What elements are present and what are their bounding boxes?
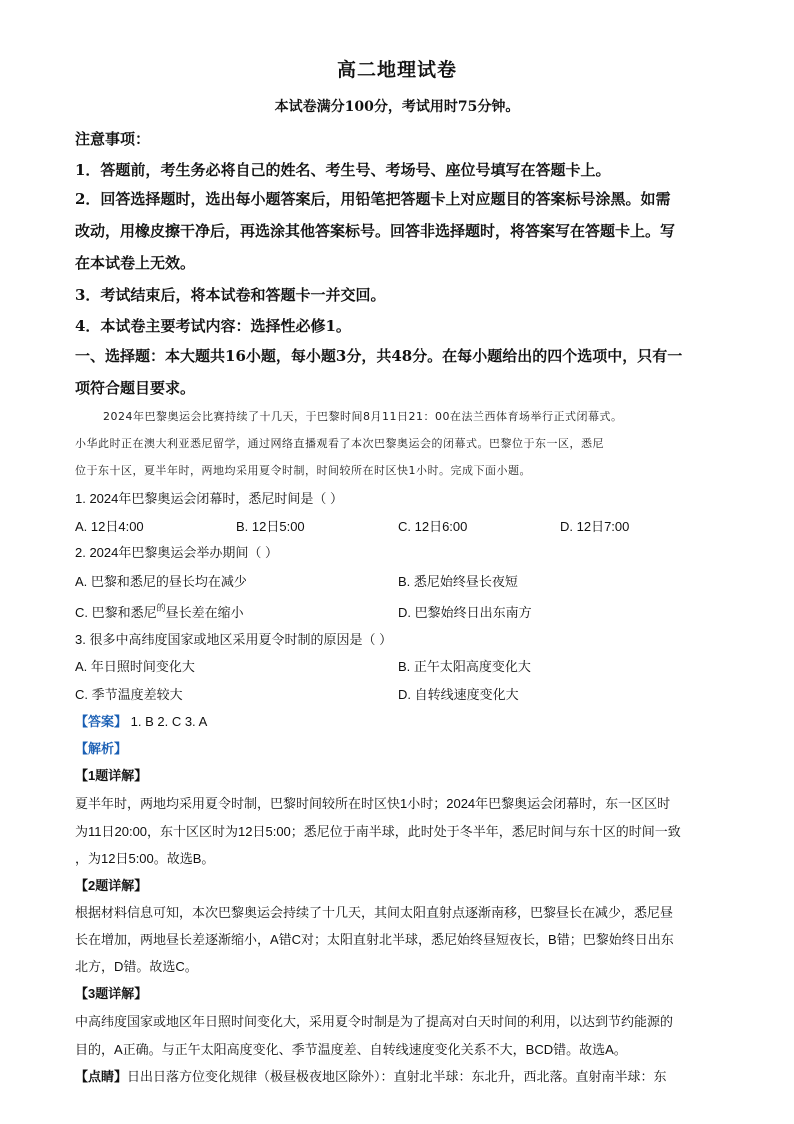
q3-detail-line-1: 中高纬度国家或地区年日照时间变化大，采用夏令时制是为了提高对白天时间的利用，以达到节约能源的	[75, 1014, 674, 1029]
notice-heading: 注意事项：	[75, 130, 151, 148]
notice-item-1: 1．答题前，考生务必将自己的姓名、考生号、考场号、座位号填写在答题卡上。	[75, 161, 611, 179]
analysis-tag: 【解析】	[75, 741, 128, 756]
notice-item-3: 3．考试结束后，将本试卷和答题卡一并交回。	[75, 286, 386, 304]
question-1-option-a: A. 12日4:00	[75, 519, 144, 534]
section-1-heading-line-1: 一、选择题：本大题共16小题，每小题3分，共48分。在每小题给出的四个选项中，只有一	[75, 347, 683, 365]
analysis-heading	[75, 738, 127, 757]
tip-text: 日出日落方位变化规律（极昼极夜地区除外）：直射北半球：东北升，西北落。直射南半球：东	[127, 1069, 667, 1084]
material-line-3: 位于东十区，夏半年时，两地均采用夏令时制，时间较所在时区快1小时。完成下面小题。	[75, 464, 531, 477]
question-2-option-b: B. 悉尼始终昼长夜短	[398, 574, 518, 589]
q3-detail-line-2: 目的，A正确。与正午太阳高度变化、季节温度差、自转线速度变化关系不大，BCD错。故选A。	[75, 1042, 627, 1057]
material-line-2: 小华此时正在澳大利亚悉尼留学，通过网络直播观看了本次巴黎奥运会的闭幕式。巴黎位于东一区，悉尼	[75, 437, 604, 450]
answer-text: 1. B 2. C 3. A	[130, 714, 208, 729]
q1-detail-line-2: 为11日20:00，东十区区时为12日5:00；悉尼位于南半球，此时处于冬半年，悉尼时间与东十区的时间一致	[75, 824, 681, 839]
question-2-option-d: D. 巴黎始终日出东南方	[398, 605, 532, 620]
q1-detail-tag: 【1题详解】	[75, 768, 148, 783]
question-2-option-c-head: C. 巴黎和悉尼	[75, 605, 157, 620]
question-2-option-c	[75, 602, 244, 621]
question-1-option-b: B. 12日5:00	[236, 519, 305, 534]
question-1-option-d: D. 12日7:00	[560, 519, 630, 534]
question-3-option-b: B. 正午太阳高度变化大	[398, 659, 531, 674]
answer-line	[75, 711, 207, 730]
page-subtitle: 本试卷满分100分，考试用时75分钟。	[274, 99, 520, 115]
q1-detail-line-1: 夏半年时，两地均采用夏令时制，巴黎时间较所在时区快1小时；2024年巴黎奥运会闭幕时，东一区区时	[75, 796, 671, 811]
question-3-option-a: A. 年日照时间变化大	[75, 659, 195, 674]
tip-tag: 【点睛】	[75, 1069, 128, 1084]
page-title: 高二地理试卷	[336, 59, 457, 81]
q3-detail-tag: 【3题详解】	[75, 986, 148, 1001]
question-2-option-a: A. 巴黎和悉尼的昼长均在减少	[75, 574, 247, 589]
answer-tag: 【答案】	[75, 714, 128, 729]
question-3-option-c: C. 季节温度差较大	[75, 687, 183, 702]
notice-item-2-line-1: 2．回答选择题时，选出每小题答案后，用铅笔把答题卡上对应题目的答案标号涂黑。如需	[75, 190, 671, 208]
tip-line	[75, 1066, 667, 1085]
notice-item-4: 4．本试卷主要考试内容：选择性必修1。	[75, 317, 351, 335]
notice-item-2-line-2: 改动，用橡皮擦干净后，再选涂其他答案标号。回答非选择题时，将答案写在答题卡上。写	[75, 222, 676, 240]
question-3-stem: 3. 很多中高纬度国家或地区采用夏令时制的原因是（ ）	[75, 632, 393, 647]
q2-detail-line-2: 长在增加，两地昼长差逐渐缩小，A错C对；太阳直射北半球，悉尼始终昼短夜长，B错；巴黎始终日出东	[75, 932, 674, 947]
q2-detail-tag: 【2题详解】	[75, 878, 148, 893]
question-1-option-c: C. 12日6:00	[398, 519, 468, 534]
material-line-1: 2024年巴黎奥运会比赛持续了十几天，于巴黎时间8月11日21：00在法兰西体育场举行正式闭幕式。	[103, 410, 623, 423]
q2-detail-line-3: 北方，D错。故选C。	[75, 959, 198, 974]
section-1-heading-line-2: 项符合题目要求。	[75, 379, 196, 397]
q2-detail-line-1: 根据材料信息可知，本次巴黎奥运会持续了十几天，其间太阳直射点逐渐南移，巴黎昼长在减少，悉尼昼	[75, 905, 674, 920]
notice-item-2-line-3: 在本试卷上无效。	[75, 254, 196, 272]
question-2-option-c-sup: 的	[156, 603, 166, 613]
q1-detail-line-3: ，为12日5:00。故选B。	[75, 851, 215, 866]
question-1-stem: 1. 2024年巴黎奥运会闭幕时，悉尼时间是（ ）	[75, 491, 343, 506]
question-3-option-d: D. 自转线速度变化大	[398, 687, 519, 702]
question-2-stem: 2. 2024年巴黎奥运会举办期间（ ）	[75, 545, 278, 560]
question-2-option-c-tail: 昼长差在缩小	[165, 605, 244, 620]
